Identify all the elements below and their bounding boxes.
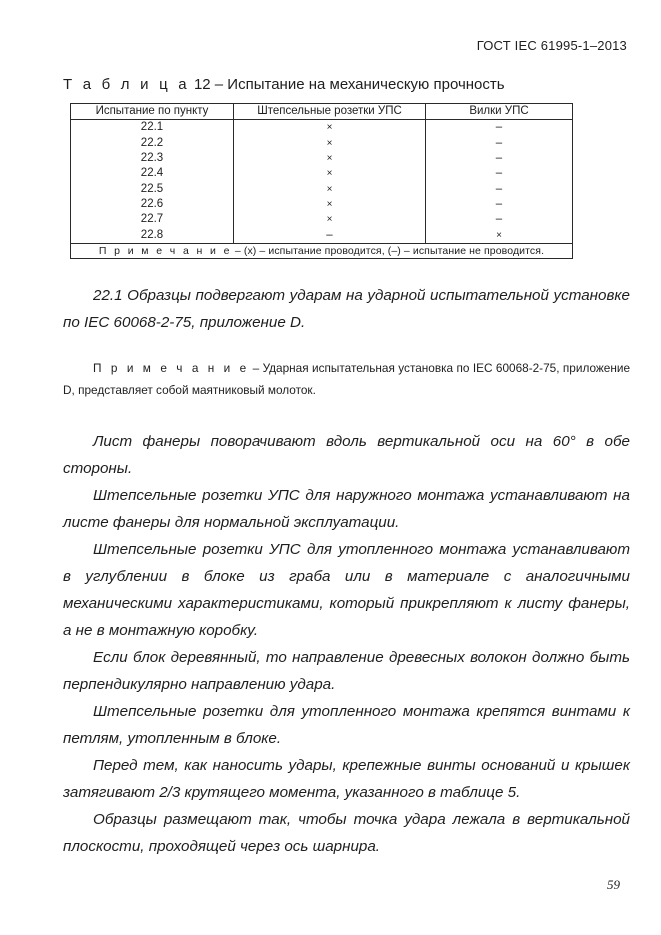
table-caption-label: Т а б л и ц а: [63, 76, 190, 93]
table-row: [71, 181, 573, 196]
paragraph-torque: Перед тем, как наносить удары, крепежные винты оснований и крышек затягивают 2/3 крутящего момента, указанного в таблице 5.: [63, 757, 630, 801]
paragraph-screws: Штепсельные розетки для утопленного монтажа крепятся винтами к петлям, утопленным в блоке.: [63, 703, 630, 747]
paragraph-22-1: 22.1 Образцы подвергают ударам на ударной испытательной установке по IEC 60068-2-75, приложение D.: [63, 287, 630, 331]
table-row: [71, 166, 573, 181]
plug-cell: –: [426, 166, 573, 181]
column-header: Испытание по пункту: [71, 104, 234, 120]
clause-cell: 22.6: [71, 197, 234, 212]
plug-cell: –: [426, 151, 573, 166]
table-caption-text: 12 – Испытание на механическую прочность: [189, 76, 505, 93]
paragraph-wood-grain: Если блок деревянный, то направление древесных волокон должно быть перпендикулярно направлению удара.: [63, 649, 630, 693]
socket-cell: ×: [234, 120, 426, 136]
clause-cell: 22.8: [71, 227, 234, 243]
plug-cell: ×: [426, 227, 573, 243]
socket-cell: ×: [234, 197, 426, 212]
plug-cell: –: [426, 181, 573, 196]
table-header-row: [71, 104, 573, 120]
table-row: [71, 212, 573, 227]
paragraph-plywood-rotation: Лист фанеры поворачивают вдоль вертикальной оси на 60° в обе стороны.: [63, 433, 630, 477]
table-row: [71, 151, 573, 166]
column-header: Вилки УПС: [426, 104, 573, 120]
paragraph-surface-mounting: Штепсельные розетки УПС для наружного монтажа устанавливают на листе фанеры для нормальной эксплуатации.: [63, 487, 630, 531]
clause-cell: 22.1: [71, 120, 234, 136]
plug-cell: –: [426, 197, 573, 212]
table-caption: [63, 76, 505, 93]
table-row: [71, 120, 573, 136]
table-row: [71, 227, 573, 243]
socket-cell: ×: [234, 151, 426, 166]
table-note-label: П р и м е ч а н и е: [98, 244, 232, 257]
clause-cell: 22.7: [71, 212, 234, 227]
page-number: 59: [607, 877, 620, 892]
clause-cell: 22.5: [71, 181, 234, 196]
paragraph-impact-point: Образцы размещают так, чтобы точка удара лежала в вертикальной плоскости, проходящей через ось шарнира.: [63, 811, 630, 855]
table-note: [71, 243, 573, 258]
table-row: [71, 136, 573, 151]
socket-cell: –: [234, 227, 426, 243]
table-note-text: – (х) – испытание проводится, (–) – испытание не проводится.: [231, 244, 545, 257]
standard-header: ГОСТ IEC 61995-1–2013: [476, 38, 627, 53]
socket-cell: ×: [234, 166, 426, 181]
section-note-text: – Ударная испытательная установка по IEC 60068-2-75, приложение D, представляет собой маятниковый молоток.: [63, 361, 631, 397]
clause-cell: 22.2: [71, 136, 234, 151]
plug-cell: –: [426, 136, 573, 151]
socket-cell: ×: [234, 181, 426, 196]
section-note-label: П р и м е ч а н и е: [93, 361, 250, 375]
column-header: Штепсельные розетки УПС: [234, 104, 426, 120]
test-table: [70, 103, 573, 259]
clause-cell: 22.3: [71, 151, 234, 166]
plug-cell: –: [426, 120, 573, 136]
paragraph-flush-mounting: Штепсельные розетки УПС для утопленного монтажа устанавливают в углублении в блоке из граба или в материале с аналогичными механическими характеристиками, который прикрепляют к листу фанеры, а не в монтажную коробку.: [63, 541, 630, 639]
table-row: [71, 197, 573, 212]
clause-cell: 22.4: [71, 166, 234, 181]
socket-cell: ×: [234, 136, 426, 151]
table-note-row: [71, 243, 573, 258]
socket-cell: ×: [234, 212, 426, 227]
plug-cell: –: [426, 212, 573, 227]
section-note: [63, 357, 630, 401]
